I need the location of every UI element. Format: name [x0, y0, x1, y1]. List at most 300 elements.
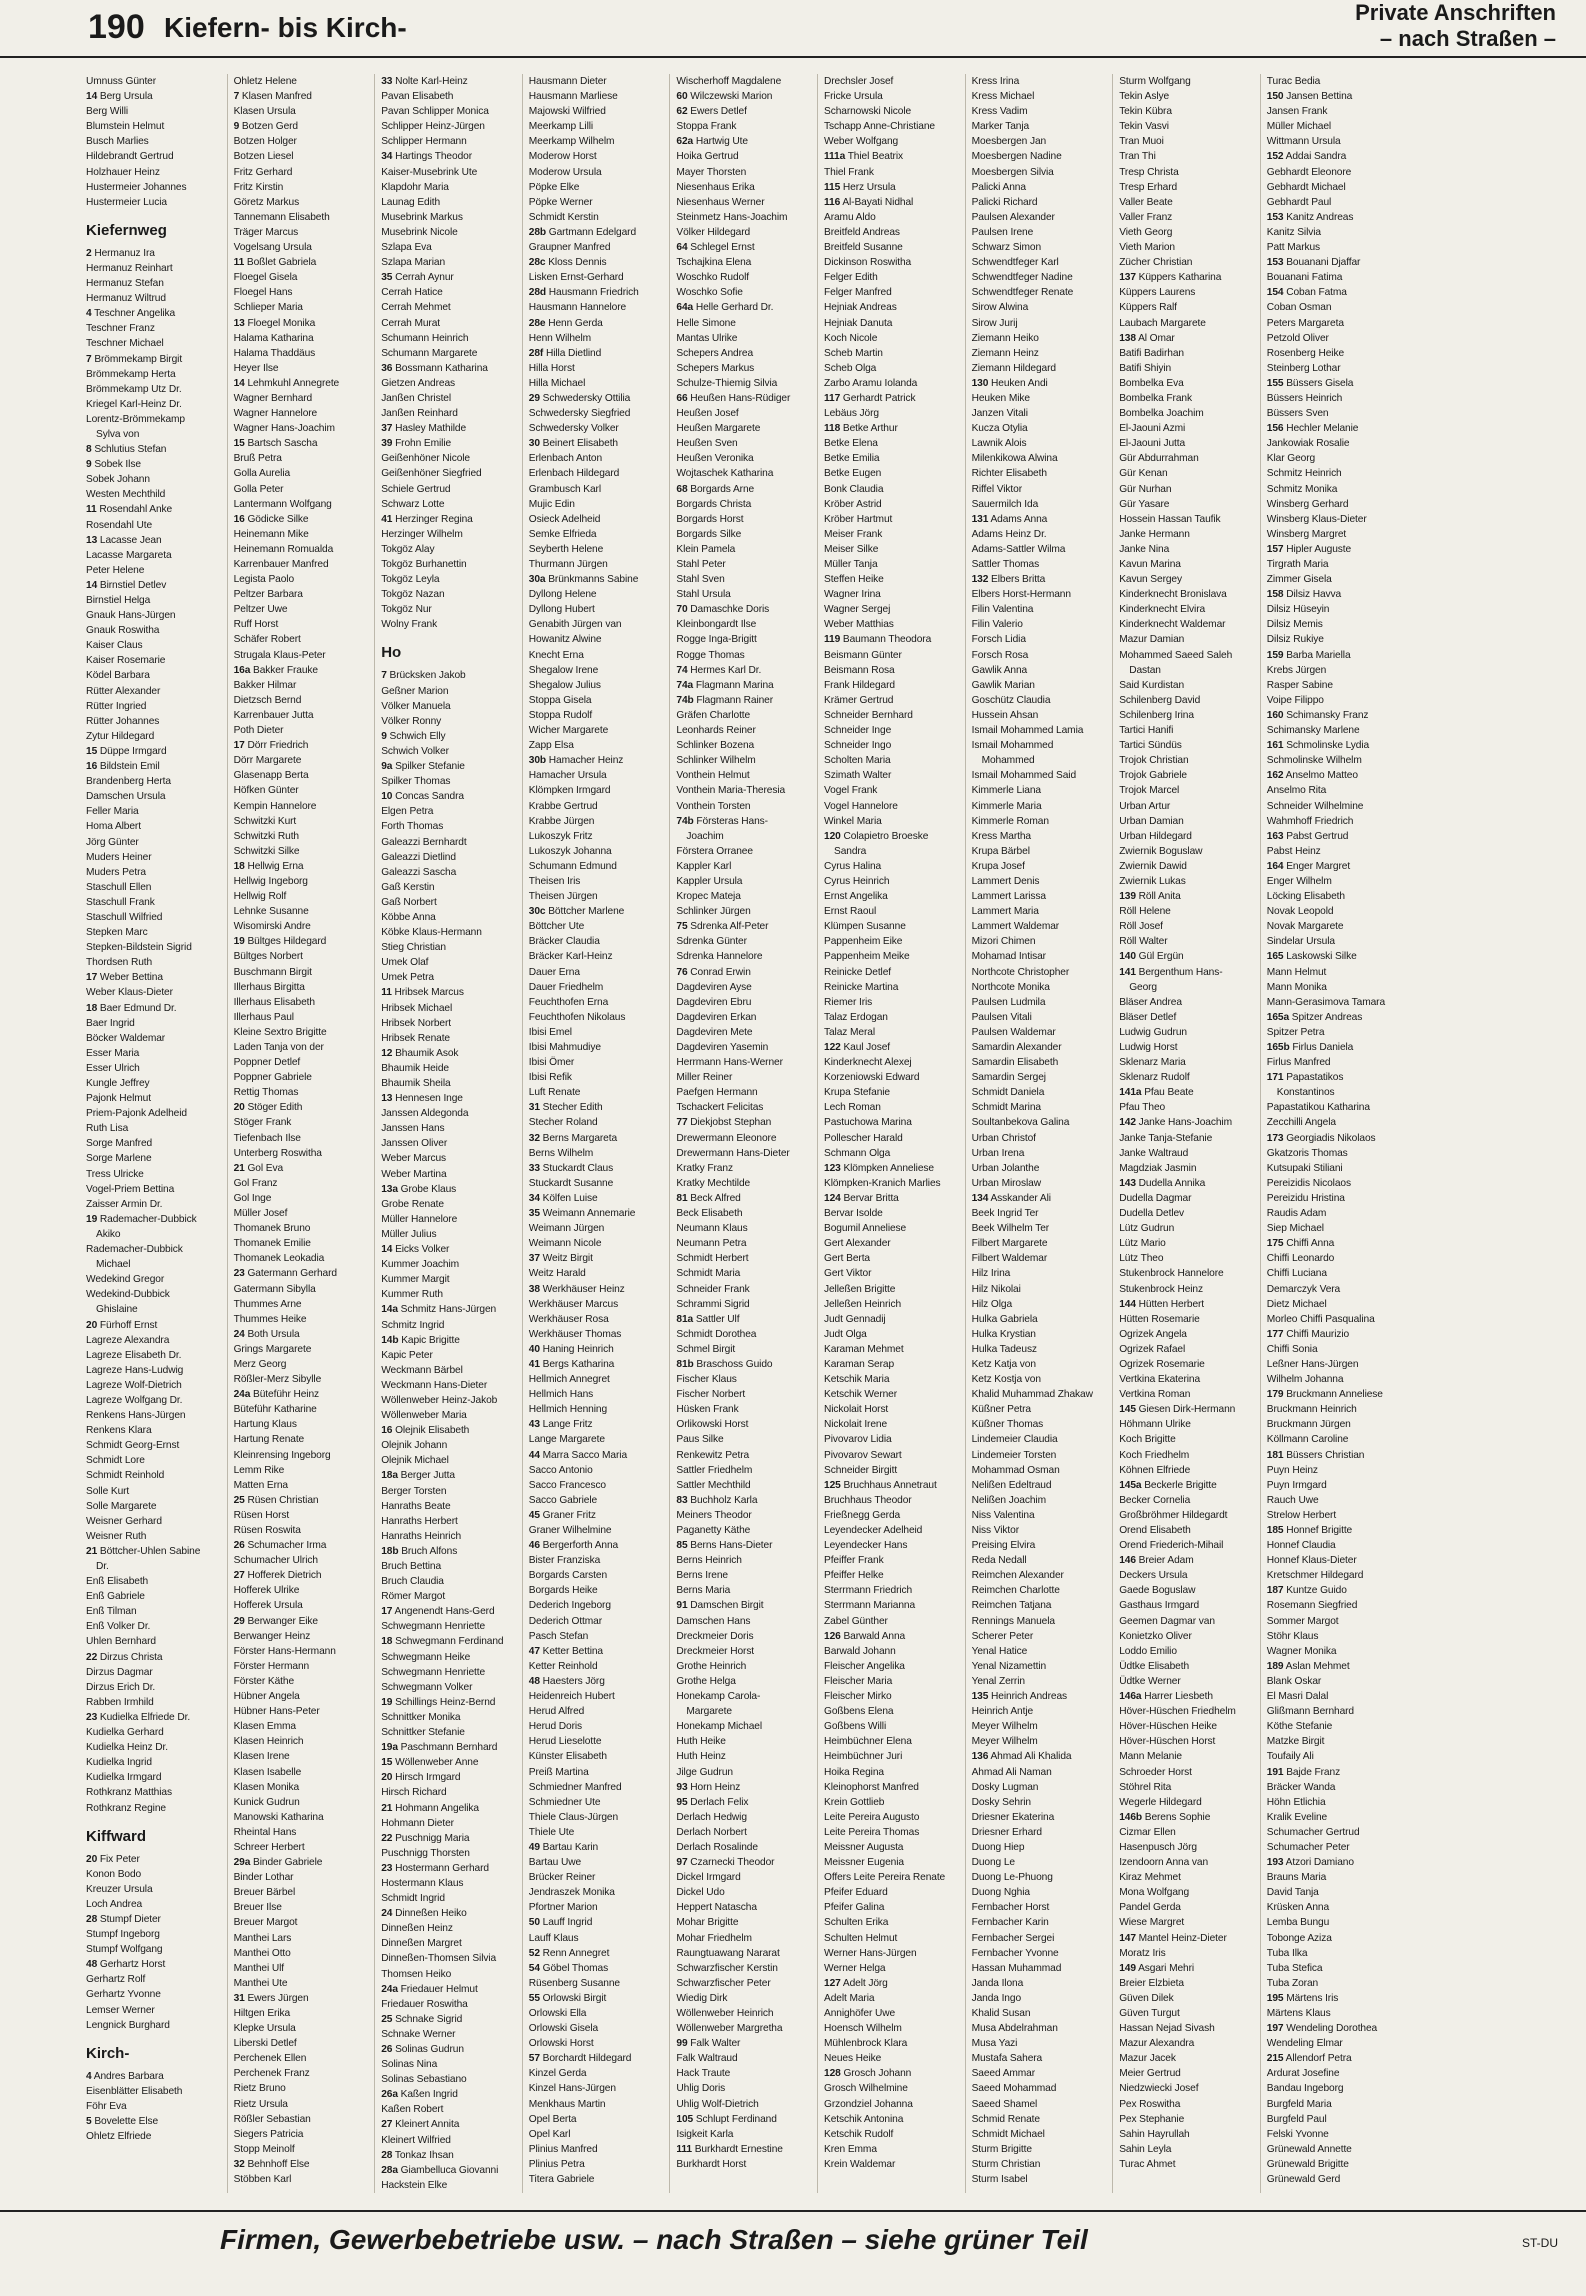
resident-name: Dyllong Helene: [528, 589, 597, 601]
resident-entry: [529, 74, 666, 89]
house-number: 132: [971, 574, 989, 586]
resident-name: Zücher Christian: [1119, 257, 1193, 269]
resident-name: Tokgöz Burhanettin: [381, 559, 467, 570]
resident-name: Schwich Elly: [389, 730, 446, 742]
resident-entry: [972, 693, 1109, 708]
resident-entry: [1119, 1780, 1256, 1795]
resident-name: Mantel Heinz-Dieter: [1138, 1932, 1227, 1944]
resident-entry: [972, 1161, 1109, 1176]
house-number: 124: [824, 1192, 841, 1204]
resident-name: Berns Heinrich: [676, 1555, 742, 1567]
resident-entry: [381, 2072, 518, 2087]
resident-entry: [381, 1046, 518, 1061]
resident-name: Milenkikowa Alwina: [971, 453, 1058, 465]
resident-entry: [1267, 783, 1405, 798]
resident-entry: [1119, 1176, 1256, 1191]
resident-name: Janke Tanja-Stefanie: [1119, 1132, 1213, 1144]
resident-name: Stuckardt Claus: [542, 1162, 614, 1174]
resident-name: Röll Helene: [1119, 906, 1171, 918]
resident-entry: [676, 1478, 813, 1493]
resident-name: Breuer Margot: [233, 1917, 298, 1929]
resident-entry: [1267, 1961, 1405, 1976]
resident-name: Tran Thi: [1119, 151, 1156, 163]
resident-entry: [1267, 195, 1405, 210]
resident-entry: [529, 1810, 666, 1825]
resident-name: Scholten Maria: [824, 755, 891, 767]
resident-name: Spitzer Petra: [1266, 1026, 1325, 1038]
resident-name: Peltzer Barbara: [233, 589, 303, 601]
resident-name: Reimchen Alexander: [971, 1570, 1064, 1582]
resident-name: Hasley Mathilde: [395, 423, 467, 435]
resident-name: Duong Le-Phuong: [971, 1872, 1053, 1884]
resident-name: Lammert Waldemar: [971, 921, 1060, 933]
house-number: 18: [86, 1002, 98, 1014]
resident-entry: [1267, 2021, 1405, 2036]
resident-name: Ismail Mohammed Said: [971, 770, 1077, 782]
resident-entry: [676, 466, 813, 481]
house-number: 37: [528, 1253, 540, 1265]
resident-name: Stahl Ursula: [676, 589, 731, 601]
resident-entry: [676, 1614, 813, 1629]
house-number: 48: [528, 1675, 540, 1687]
resident-entry: [1267, 1568, 1405, 1583]
resident-name: Weisner Ruth: [86, 1530, 147, 1542]
resident-name: Schmidt Maria: [676, 1268, 741, 1280]
resident-entry: [234, 331, 371, 346]
directory-column: [529, 74, 671, 2193]
resident-name: Heußen Sven: [676, 438, 738, 450]
resident-entry: [1267, 814, 1405, 829]
resident-name: Margarete: [686, 1706, 732, 1718]
resident-entry: [381, 119, 518, 134]
resident-entry: [234, 1342, 371, 1357]
resident-entry: [234, 527, 371, 542]
resident-entry: [1267, 753, 1405, 768]
resident-entry: [381, 789, 518, 804]
house-number: 21: [381, 1802, 393, 1814]
house-number: 149: [1119, 1962, 1136, 1974]
resident-name: Hassan Nejad Sivash: [1119, 2023, 1215, 2035]
resident-name: Hartings Theodor: [395, 151, 472, 163]
house-number: 13: [86, 534, 98, 546]
resident-name: Krupa Bärbel: [971, 845, 1030, 857]
resident-entry: [381, 1710, 518, 1725]
resident-entry: [824, 361, 961, 376]
resident-entry: [234, 270, 371, 285]
resident-name: Kinderknecht Waldemar: [1119, 619, 1226, 631]
resident-entry: [381, 1378, 518, 1393]
resident-name: Böttcher Marlene: [548, 906, 625, 918]
resident-entry: [824, 1387, 961, 1402]
resident-entry: [1267, 1614, 1405, 1629]
resident-entry: [824, 2081, 961, 2096]
house-number: 9a: [381, 761, 393, 773]
resident-entry: [676, 2097, 813, 2112]
resident-name: Bovelette Else: [94, 2116, 159, 2127]
resident-entry: [381, 316, 518, 331]
resident-entry: [234, 451, 371, 466]
resident-entry: [824, 1402, 961, 1417]
resident-name: Westen Mechthild: [86, 489, 166, 501]
house-number: 68: [676, 483, 688, 495]
resident-name: Gebhardt Eleonore: [1266, 166, 1352, 178]
resident-entry: [824, 1825, 961, 1840]
page-range-title: Kiefern- bis Kirch-: [164, 12, 407, 43]
resident-entry: [972, 1810, 1109, 1825]
house-number: 28f: [528, 347, 544, 359]
resident-name: Filbert Margarete: [971, 1238, 1048, 1250]
resident-name: Zarbo Aramu Iolanda: [824, 377, 918, 389]
resident-entry: [972, 1840, 1109, 1855]
house-number: 83: [676, 1494, 688, 1506]
resident-entry: [824, 1855, 961, 1870]
resident-entry: [1267, 1146, 1405, 1161]
resident-entry: [529, 919, 666, 934]
resident-name: Schmel Birgit: [676, 1343, 736, 1355]
resident-entry: [676, 1991, 813, 2006]
resident-entry: [676, 1025, 813, 1040]
resident-name: Falk Walter: [690, 2038, 741, 2050]
resident-entry: [234, 512, 371, 527]
resident-name: Solinas Gudrun: [395, 2044, 464, 2055]
resident-name: Winsberg Gerhard: [1266, 498, 1349, 510]
resident-name: Adams Anna: [990, 513, 1048, 525]
resident-entry: [972, 2112, 1109, 2127]
resident-name: Giesen Dirk-Hermann: [1138, 1404, 1236, 1416]
resident-entry: [972, 1266, 1109, 1281]
resident-entry: [1119, 466, 1256, 481]
resident-name: Damaschke Doris: [690, 604, 770, 616]
resident-name: Plinius Petra: [528, 2158, 585, 2170]
resident-entry: [824, 587, 961, 602]
resident-name: Laubach Margarete: [1119, 317, 1206, 329]
resident-entry: [86, 970, 223, 985]
resident-name: Hausmann Marliese: [528, 91, 618, 103]
resident-name: Enß Volker Dr.: [86, 1621, 151, 1633]
resident-name: Hildebrandt Gertrud: [86, 151, 174, 163]
resident-name: El-Jaouni Azmi: [1119, 423, 1186, 435]
resident-name: Georgiadis Nikolaos: [1286, 1132, 1376, 1144]
resident-name: Schimansky Marlene: [1266, 725, 1360, 737]
resident-entry: [86, 744, 223, 759]
resident-name: Schwarz Simon: [971, 242, 1042, 254]
resident-name: Beismann Günter: [824, 649, 902, 661]
resident-name: Shegalow Irene: [528, 664, 599, 676]
resident-entry: [234, 1734, 371, 1749]
resident-name: Said Kurdistan: [1119, 679, 1185, 691]
resident-name: Lauff Klaus: [528, 1932, 579, 1944]
resident-entry: [1267, 844, 1405, 859]
resident-entry: [529, 557, 666, 572]
resident-name: Frohn Emilie: [395, 438, 452, 450]
resident-entry: [824, 1583, 961, 1598]
resident-entry: [676, 1221, 813, 1236]
resident-name: Grings Margarete: [233, 1343, 312, 1355]
resident-entry: [529, 2021, 666, 2036]
resident-name: Dauer Friedhelm: [528, 981, 604, 993]
resident-entry: [1267, 1780, 1405, 1795]
resident-entry: [529, 210, 666, 225]
resident-name: Winsberg Klaus-Dieter: [1266, 513, 1367, 525]
resident-entry: [381, 1665, 518, 1680]
resident-name: Heinemann Romualda: [233, 543, 334, 555]
resident-entry: [972, 1115, 1109, 1130]
resident-entry: [824, 1010, 961, 1025]
resident-entry: [1267, 376, 1405, 391]
resident-name: Gol Eva: [247, 1162, 284, 1174]
house-number: 158: [1266, 589, 1284, 601]
resident-entry: [381, 165, 518, 180]
resident-name: Ködel Barbara: [86, 670, 150, 682]
resident-entry: [234, 1583, 371, 1598]
resident-name: Brömmekamp Herta: [86, 368, 176, 380]
resident-entry: [824, 1312, 961, 1327]
resident-entry: [1267, 587, 1405, 602]
resident-name: Preiß Martina: [528, 1766, 589, 1778]
resident-name: Urban Irena: [971, 1147, 1025, 1159]
resident-name: Tokgöz Nur: [381, 604, 432, 616]
resident-name: Ogrizek Rafael: [1119, 1343, 1186, 1355]
resident-name: Pfeiffer Helke: [824, 1570, 884, 1582]
house-number: 138: [1119, 332, 1136, 344]
resident-name: Rogge Inga-Brigitt: [676, 634, 757, 646]
house-number: 15: [86, 745, 98, 757]
resident-name: Paulsen Waldemar: [971, 1026, 1056, 1038]
resident-name: Stumpf Ingeborg: [86, 1929, 160, 1941]
resident-entry: [234, 1508, 371, 1523]
resident-entry: [1267, 1085, 1405, 1100]
resident-name: Bombelka Joachim: [1119, 408, 1204, 420]
resident-name: Musa Abdelrahman: [971, 2023, 1058, 2035]
resident-entry: [86, 134, 223, 149]
resident-entry: [1119, 587, 1256, 602]
resident-name: Kappler Karl: [676, 860, 732, 872]
resident-entry: [234, 1915, 371, 1930]
resident-entry: [676, 874, 813, 889]
resident-entry: [234, 1523, 371, 1538]
resident-entry: [1267, 255, 1405, 270]
resident-name: Küppers Laurens: [1119, 287, 1196, 299]
resident-entry: [529, 1614, 666, 1629]
resident-entry: [381, 1016, 518, 1031]
resident-name: Ketschik Antonina: [824, 2113, 904, 2125]
resident-name: Henn Gerda: [548, 317, 603, 329]
resident-entry: [529, 723, 666, 738]
resident-entry: [529, 1417, 666, 1432]
resident-name: Werkhäuser Rosa: [528, 1313, 609, 1325]
resident-name: Rütter Johannes: [86, 715, 160, 727]
resident-name: Lech Roman: [824, 1102, 881, 1114]
resident-name: Felski Yvonne: [1266, 2128, 1329, 2140]
resident-entry: [381, 300, 518, 315]
resident-name: Stöger Frank: [233, 1117, 292, 1129]
resident-name: Forsch Lidia: [971, 634, 1026, 646]
resident-name: Richter Elisabeth: [971, 468, 1047, 480]
resident-entry: [234, 255, 371, 270]
house-number: 43: [528, 1419, 540, 1431]
resident-entry: [381, 2148, 518, 2163]
resident-entry: [824, 738, 961, 753]
resident-name: Sobek Ilse: [94, 459, 141, 471]
resident-name: Stahl Sven: [676, 574, 725, 586]
resident-name: Leßner Hans-Jürgen: [1266, 1358, 1359, 1370]
resident-entry: [529, 632, 666, 647]
resident-entry: [972, 1221, 1109, 1236]
resident-entry: [234, 1614, 371, 1629]
house-number: 18: [381, 1636, 393, 1648]
resident-name: Stukenbrock Hannelore: [1119, 1268, 1224, 1280]
resident-name: Paus Silke: [676, 1434, 724, 1446]
resident-name: Glißmann Bernhard: [1266, 1706, 1354, 1718]
resident-name: Bartau Uwe: [528, 1857, 582, 1869]
house-number: 81: [676, 1192, 688, 1204]
house-number: 17: [381, 1606, 393, 1618]
resident-entry: [381, 1287, 518, 1302]
resident-entry: [234, 1991, 371, 2006]
resident-entry: [529, 1085, 666, 1100]
resident-name: Filbert Waldemar: [971, 1253, 1048, 1265]
resident-entry: [972, 210, 1109, 225]
house-number: 30c: [528, 906, 546, 918]
resident-entry: [381, 910, 518, 925]
resident-entry: [1267, 361, 1405, 376]
resident-name: Judt Olga: [824, 1328, 867, 1340]
resident-entry: [234, 1312, 371, 1327]
resident-entry: [676, 648, 813, 663]
resident-name: Sdrenka Hannelore: [676, 951, 763, 963]
resident-name: Rosemann Siegfried: [1266, 1600, 1358, 1612]
resident-entry: [824, 1206, 961, 1221]
resident-name: Schwedersky Ottilia: [542, 392, 631, 404]
resident-name: Henn Wilhelm: [528, 332, 592, 344]
house-number: 29: [233, 1615, 245, 1627]
resident-entry: [1267, 1010, 1405, 1025]
resident-name: Steinberg Lothar: [1266, 362, 1341, 374]
resident-entry: [972, 723, 1109, 738]
resident-name: Schwarz Lotte: [381, 498, 445, 510]
resident-name: Leite Pereira Thomas: [824, 1826, 920, 1838]
resident-name: Puschnigg Maria: [395, 1832, 470, 1844]
resident-entry: [824, 1417, 961, 1432]
resident-entry: [86, 457, 223, 472]
directory-column: [972, 74, 1114, 2193]
resident-entry: [972, 2081, 1109, 2096]
resident-entry: [529, 1795, 666, 1810]
house-number: 48: [86, 1959, 98, 1971]
resident-entry: [1119, 632, 1256, 647]
resident-name: Schwitzki Kurt: [233, 815, 297, 827]
resident-entry: [972, 904, 1109, 919]
resident-name: Höhmann Ulrike: [1119, 1419, 1191, 1431]
resident-name: Jendraszek Monika: [528, 1887, 615, 1899]
resident-entry: [86, 699, 223, 714]
resident-entry: [234, 2127, 371, 2142]
resident-entry: [824, 1327, 961, 1342]
resident-name: Dauer Erna: [528, 966, 580, 978]
resident-name: Hilz Nikolai: [971, 1283, 1021, 1295]
resident-name: Launag Edith: [381, 196, 441, 208]
resident-entry: [1119, 1765, 1256, 1780]
resident-name: Künster Elisabeth: [528, 1751, 607, 1763]
resident-entry: [86, 180, 223, 195]
resident-entry: [381, 1031, 518, 1046]
resident-name: Opel Berta: [528, 2113, 577, 2125]
resident-name: Sauermilch Ida: [971, 498, 1039, 510]
resident-entry: [676, 557, 813, 572]
resident-name: Schumacher Peter: [1266, 1841, 1350, 1853]
resident-entry: [529, 1236, 666, 1251]
resident-name: Kleine Sextro Brigitte: [233, 1026, 327, 1038]
resident-entry: [86, 895, 223, 910]
resident-entry: [1267, 1493, 1405, 1508]
resident-name: Braschoss Guido: [696, 1358, 773, 1370]
resident-name: Rennings Manuela: [971, 1615, 1055, 1627]
resident-name: Ziemann Hildegard: [971, 362, 1056, 374]
resident-entry: [381, 240, 518, 255]
resident-entry: [676, 1417, 813, 1432]
resident-name: Paulsen Irene: [971, 226, 1034, 238]
resident-entry: [86, 2129, 223, 2144]
resident-name: Müller Michael: [1266, 121, 1332, 133]
resident-entry: [676, 859, 813, 874]
house-number: 135: [971, 1691, 989, 1703]
resident-entry: [1267, 134, 1405, 149]
house-number: 179: [1266, 1389, 1284, 1401]
resident-entry: [676, 889, 813, 904]
resident-name: Weitz Birgit: [542, 1253, 593, 1265]
resident-name: Wiedig Dirk: [676, 1992, 728, 2004]
resident-name: Musa Yazi: [971, 2038, 1018, 2050]
resident-name: Lütz Theo: [1119, 1253, 1164, 1265]
resident-name: Kress Vadim: [971, 106, 1028, 118]
resident-name: Lantermann Wolfgang: [233, 498, 332, 510]
resident-name: Orlowski Ella: [528, 2008, 587, 2019]
resident-entry: [972, 1946, 1109, 1961]
resident-entry: [824, 240, 961, 255]
resident-entry: [381, 1423, 518, 1438]
resident-entry: [676, 632, 813, 647]
resident-entry: [1267, 1312, 1405, 1327]
resident-entry: [381, 2102, 518, 2117]
resident-name: Kreuzer Ursula: [86, 1883, 153, 1895]
resident-entry: [234, 346, 371, 361]
resident-entry: [824, 451, 961, 466]
resident-entry: [1119, 1463, 1256, 1478]
resident-entry: [381, 1997, 518, 2012]
resident-name: Pavan Schlipper Monica: [381, 106, 489, 118]
resident-entry: [1119, 1040, 1256, 1055]
resident-entry: [86, 1302, 223, 1317]
resident-entry: [234, 300, 371, 315]
directory-section-title: [1355, 0, 1556, 52]
resident-name: Sahin Leyla: [1119, 2143, 1172, 2155]
resident-entry: [1119, 1931, 1256, 1946]
resident-name: Röll Josef: [1119, 921, 1163, 933]
resident-entry: [824, 134, 961, 149]
resident-entry: [824, 466, 961, 481]
resident-name: Bültges Norbert: [233, 951, 303, 963]
resident-entry: [972, 1131, 1109, 1146]
resident-entry: [676, 1840, 813, 1855]
resident-entry: [529, 799, 666, 814]
house-number: 36: [381, 362, 393, 374]
resident-name: Dagdeviren Erkan: [676, 1011, 757, 1023]
resident-entry: [1119, 436, 1256, 451]
resident-entry: [972, 1780, 1109, 1795]
resident-name: Röll Anita: [1138, 891, 1181, 903]
resident-entry: [676, 995, 813, 1010]
resident-name: Werner Helga: [824, 1962, 886, 1974]
